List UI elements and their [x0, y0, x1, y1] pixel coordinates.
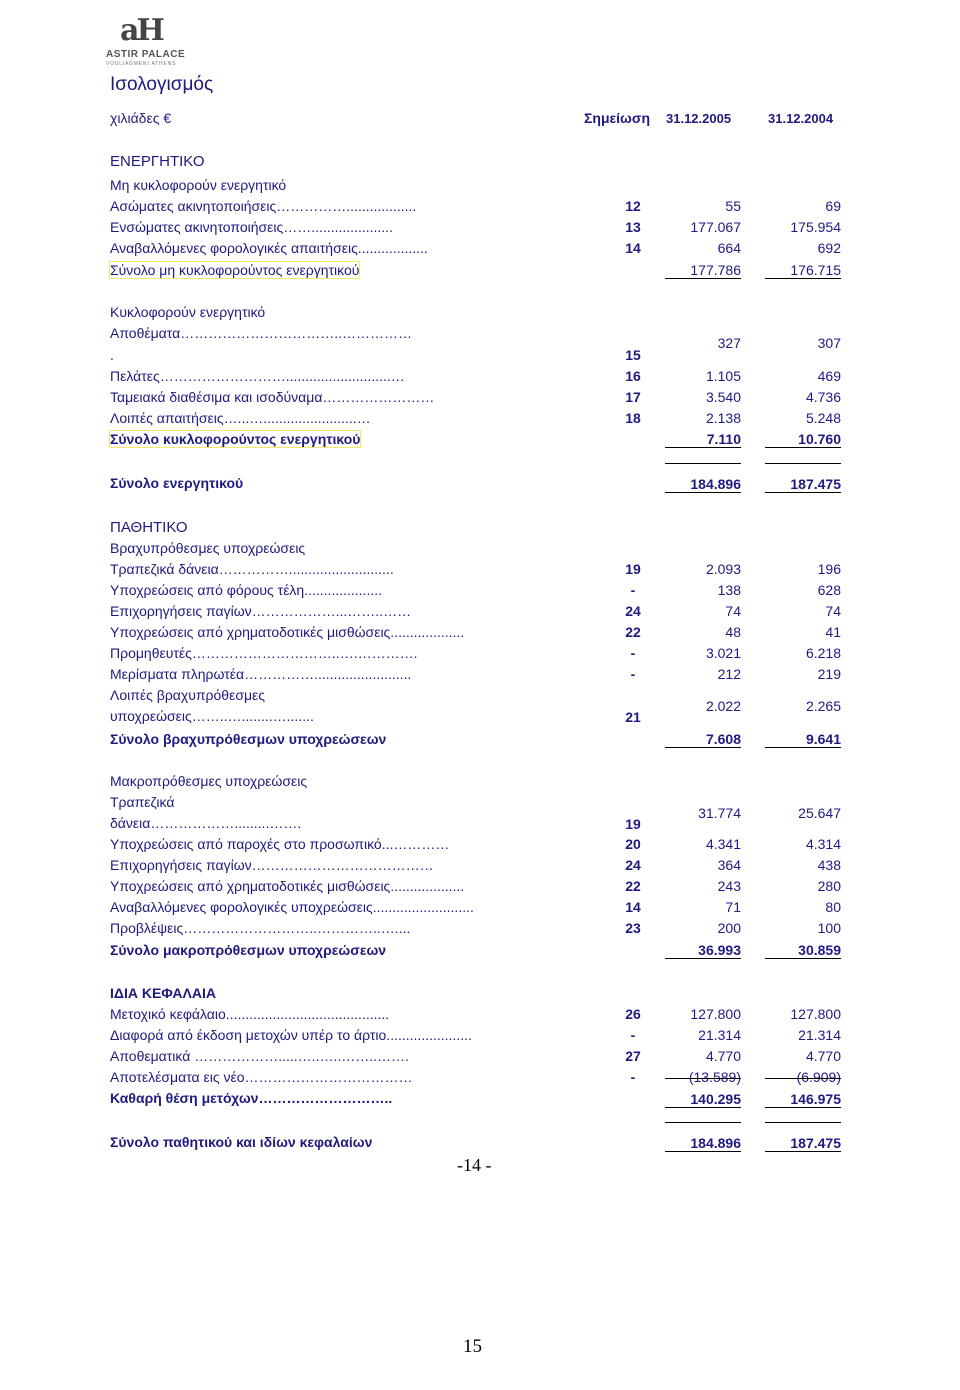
table-row: Μετοχικό κεφάλαιο.......................................... 26 127.800 127.800: [110, 1006, 841, 1022]
table-row: Προμηθευτές…………………………..….…………. - 3.021 6.218: [110, 645, 841, 661]
table-row: Ταμειακά διαθέσιμα και ισοδύναμα…………………… 17 3.540 4.736: [110, 389, 841, 405]
equity-heading: ΙΔΙΑ ΚΕΦΑΛΑΙΑ: [110, 985, 216, 1001]
long-heading: Μακροπρόθεσμες υποχρεώσεις: [110, 773, 308, 789]
noncurrent-total-row: Σύνολο μη κυκλοφορούντος ενεργητικού 177.786 176.715: [110, 262, 841, 278]
table-row: Υποχρεώσεις από χρηματοδοτικές μισθώσεις................... 22 243 280: [110, 878, 841, 894]
assets-heading: ΕΝΕΡΓΗΤΙΚΟ: [110, 153, 205, 170]
table-row: Υποχρεώσεις από φόρους τέλη.................... - 138 628: [110, 582, 841, 598]
current-total-row: Σύνολο κυκλοφορούντος ενεργητικού 7.110 10.760: [110, 431, 841, 447]
table-row: Λοιπές απαιτήσεις…...…........................… 18 2.138 5.248: [110, 410, 841, 426]
note-header: Σημείωση: [584, 110, 651, 126]
table-row: Μερίσματα πληρωτέα……………......................... - 212 219: [110, 666, 841, 682]
table-row: Αποθέματα……………………………..…………… . 15 327 307: [110, 325, 841, 363]
table-row: Υποχρεώσεις από χρηματοδοτικές μισθώσεις................... 22 48 41: [110, 624, 841, 640]
col-2005-header: 31.12.2005: [666, 111, 732, 126]
table-row: Τραπεζικά δάνεια……………….........……. 19 31.774 25.647: [110, 794, 841, 832]
table-row: Επιχορηγήσεις παγίων………………………………… 24 364 438: [110, 857, 841, 873]
logo-mark: aH: [120, 13, 162, 48]
logo-brand: ASTIR PALACE: [106, 49, 186, 60]
table-row: Τραπεζικά δάνεια……………........................... 19 2.093 196: [110, 561, 841, 577]
short-heading: Βραχυπρόθεσμες υποχρεώσεις: [110, 540, 306, 556]
long-total-row: Σύνολο μακροπρόθεσμων υποχρεώσεων 36.993 30.859: [110, 942, 841, 958]
liabilities-heading: ΠΑΘΗΤΙΚΟ: [110, 519, 188, 536]
table-row: Ασώματες ακινητοποιήσεις…………….................. 12 55 69: [110, 198, 841, 214]
net-equity-row: Καθαρή θέση μετόχων……………………….. 140.295 146.975: [110, 1090, 850, 1110]
table-row: Προβλέψεις………………………..…………..….... 23 200 100: [110, 920, 841, 936]
company-logo: [106, 13, 206, 67]
table-row: Αποθεματικά ……………….....…..…..……..……. 27 4.770 4.770: [110, 1048, 841, 1064]
current-heading: Κυκλοφορούν ενεργητικό: [110, 304, 266, 320]
unit-label: χιλιάδες €: [110, 110, 172, 126]
short-total-row: Σύνολο βραχυπρόθεσμων υποχρεώσεων 7.608 9.641: [110, 731, 841, 747]
table-row: Διαφορά από έκδοση μετοχών υπέρ το άρτιο...................... - 21.314 21.314: [110, 1027, 841, 1043]
inner-page-number: -14 -: [457, 1155, 492, 1175]
table-row: Αναβαλλόμενες φορολογικές υποχρεώσεις.......................... 14 71 80: [110, 899, 841, 915]
table-row: Αναβαλλόμενες φορολογικές απαιτήσεις.................. 14 664 692: [110, 240, 841, 256]
table-row: Ενσώματες ακινητοποιήσεις……..................... 13 177.067 175.954: [110, 219, 841, 235]
page-title: Ισολογισμός: [110, 74, 214, 95]
table-row: Αποτελέσματα εις νέο……………………………… - (13.589) (6.909): [110, 1069, 841, 1085]
noncurrent-heading: Μη κυκλοφορούν ενεργητικό: [110, 177, 287, 193]
table-row: Πελάτες………………………...........................… 16 1.105 469: [110, 368, 841, 384]
table-row: Λοιπές βραχυπρόθεσμες υποχρεώσεις……..…........…....... 21 2.022 2.265: [110, 687, 841, 725]
table-row: Επιχορηγήσεις παγίων………………...……..…… 24 74 74: [110, 603, 841, 619]
page-number: 15: [463, 1336, 482, 1357]
logo-tagline: VOULIAGMENI ATHENS: [106, 61, 177, 67]
assets-total-row: Σύνολο ενεργητικού 184.896 187.475: [110, 475, 850, 495]
table-row: Υποχρεώσεις από παροχές στο προσωπικό...………… 20 4.341 4.314: [110, 836, 841, 852]
grand-total-row: Σύνολο παθητικού και ιδίων κεφαλαίων 184.896 187.475: [110, 1134, 850, 1154]
col-2004-header: 31.12.2004: [768, 111, 834, 126]
